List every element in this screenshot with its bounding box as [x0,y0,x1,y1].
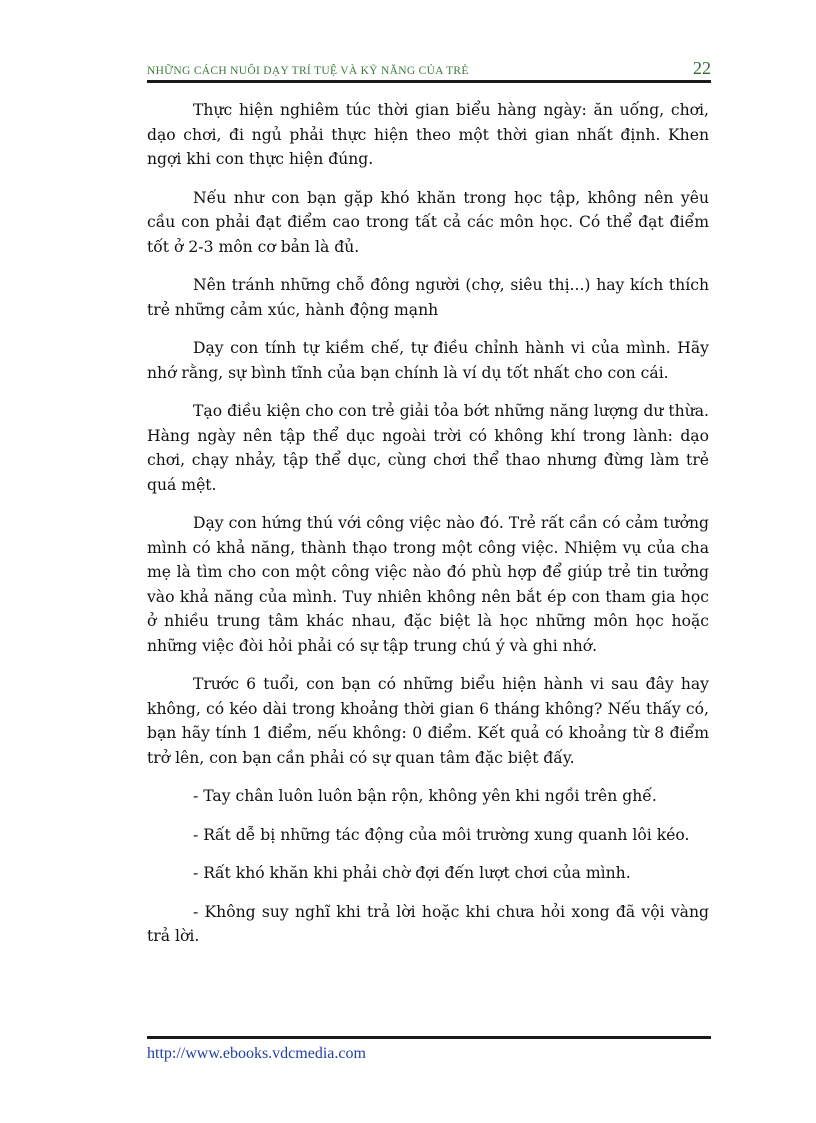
paragraph: Dạy con tính tự kiềm chế, tự điều chỉnh hành vi của mình. Hãy nhớ rằng, sự bình tĩnh của bạn chính là ví dụ tốt nhất cho con cái. [147,339,709,382]
list-item: - Không suy nghĩ khi trả lời hoặc khi chưa hỏi xong đã vội vàng trả lời. [147,902,709,945]
running-title: NHỮNG CÁCH NUÔI DẠY TRÍ TUỆ VÀ KỸ NĂNG CỦA TRẺ [147,65,469,77]
paragraph: Thực hiện nghiêm túc thời gian biểu hàng ngày: ăn uống, chơi, dạo chơi, đi ngủ phải thực hiện theo một thời gian nhất định. Khen ngợi khi con thực hiện đúng. [147,101,709,168]
paragraph: Nếu như con bạn gặp khó khăn trong học tập, không nên yêu cầu con phải đạt điểm cao trong tất cả các môn học. Có thể đạt điểm tốt ở 2-3 môn cơ bản là đủ. [147,188,709,256]
paragraph: Tạo điều kiện cho con trẻ giải tỏa bớt những năng lượng dư thừa. Hàng ngày nên tập thể dục ngoài trời có không khí trong lành: dạo chơi, chạy nhảy, tập thể dục, cùng chơi thể thao nhưng đừng làm trẻ quá mệt. [147,402,709,494]
page-header [147,58,711,83]
paragraph: Nên tránh những chỗ đông người (chợ, siêu thị...) hay kích thích trẻ những cảm xúc, hành động mạnh [147,276,709,319]
list-item: - Rất khó khăn khi phải chờ đợi đến lượt chơi của mình. [193,864,631,882]
footer-divider [147,1036,711,1039]
list-item: - Rất dễ bị những tác động của môi trường xung quanh lôi kéo. [193,825,690,844]
paragraph: Trước 6 tuổi, con bạn có những biểu hiện hành vi sau đây hay không, có kéo dài trong khoảng thời gian 6 tháng không? Nếu thấy có, bạn hãy tính 1 điểm, nếu không: 0 điểm. Kết quả có khoảng từ 8 điểm trở lên, con bạn cần phải có sự quan tâm đặc biệt đấy. [147,675,709,767]
page-body [147,98,709,963]
footer-link[interactable]: http://www.ebooks.vdcmedia.com [147,1045,366,1062]
paragraph: Dạy con hứng thú với công việc nào đó. Trẻ rất cần có cảm tưởng mình có khả năng, thành thạo trong một công việc. Nhiệm vụ của cha mẹ là tìm cho con một công việc nào đó phù hợp để giúp trẻ tin tưởng vào khả năng của mình. Tuy nhiên không nên bắt ép con tham gia học ở nhiều trung tâm khác nhau, đặc biệt là học những môn học hoặc những việc đòi hỏi phải có sự tập trung chú ý và ghi nhớ. [147,514,709,655]
list-item: - Tay chân luôn luôn bận rộn, không yên khi ngồi trên ghế. [193,787,657,805]
page-number: 22 [693,58,711,78]
